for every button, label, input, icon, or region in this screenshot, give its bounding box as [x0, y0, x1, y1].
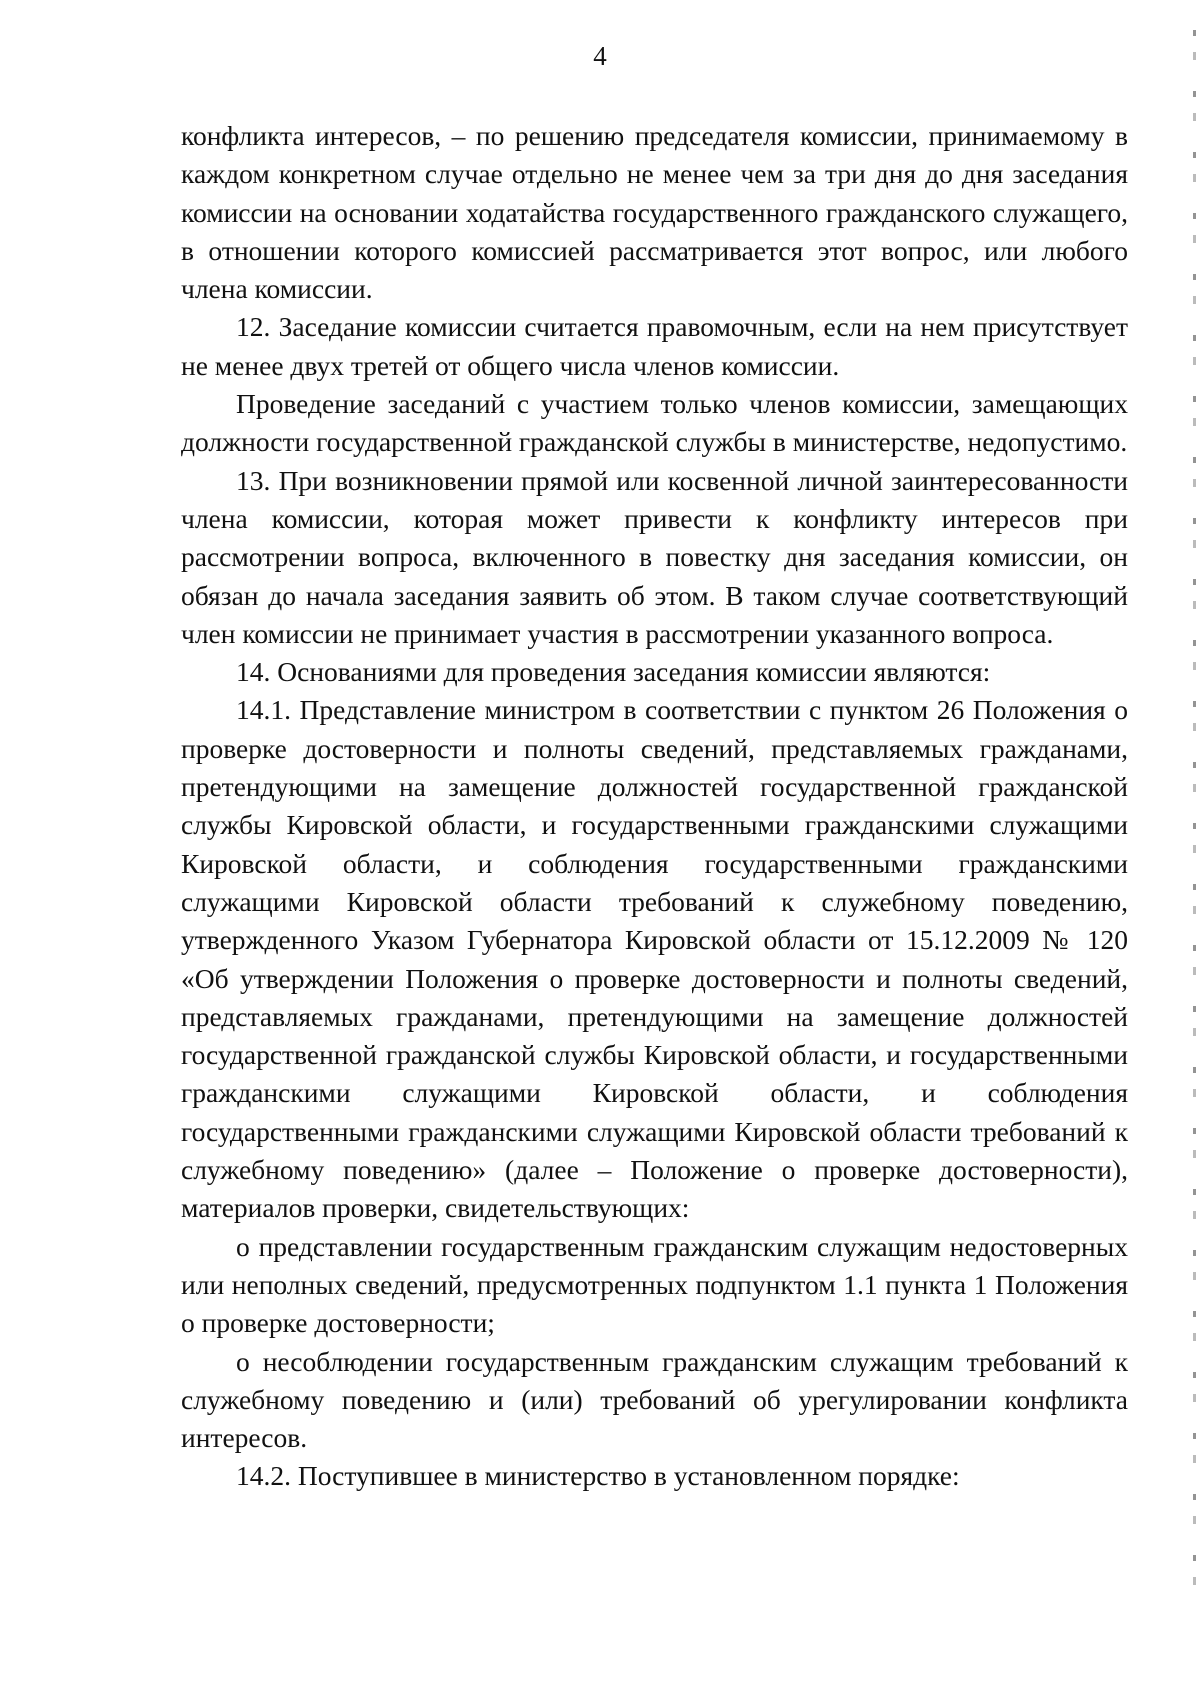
- document-body: [181, 117, 1128, 1496]
- paragraph-12: 12. Заседание комиссии считается правомочным, если на нем присутствует не менее двух третей от общего числа членов комиссии.: [181, 311, 1128, 381]
- paragraph-14-2: 14.2. Поступившее в министерство в установленном порядке:: [236, 1460, 960, 1492]
- paragraph-12-note: Проведение заседаний с участием только членов комиссии, замещающих должности государственной гражданской службы в министерстве, недопустимо.: [181, 388, 1128, 458]
- paragraph-14-1: 14.1. Представление министром в соответствии с пунктом 26 Положения о проверке достоверности и полноты сведений, представляемых гражданами, претендующими на замещение должностей государственной гражданской службы Кировской области, и государственными гражданскими служащими Кировской области, и соблюдения государственными гражданскими служащими Кировской области требований к служебному поведению, утвержденного Указом Губернатора Кировской области от 15.12.2009 № 120 «Об утверждении Положения о проверке достоверности и полноты сведений, представляемых гражданами, претендующими на замещение должностей государственной гражданской службы Кировской области, и государственными гражданскими служащими Кировской области, и соблюдения государственными гражданскими служащими Кировской области требований к служебному поведению» (далее – Положение о проверке достоверности), материалов проверки, свидетельствующих:: [181, 694, 1128, 1224]
- scan-edge-marks: [1193, 30, 1196, 1610]
- paragraph-14-1-item-2: о несоблюдении государственным гражданским служащим требований к служебному поведению и (или) требований об урегулировании конфликта интересов.: [181, 1345, 1128, 1454]
- paragraph-14-1-item-1: о представлении государственным гражданским служащим недостоверных или неполных сведений, предусмотренных подпунктом 1.1 пункта 1 Положения о проверке достоверности;: [181, 1230, 1128, 1339]
- paragraph-13: 13. При возникновении прямой или косвенной личной заинтересованности члена комиссии, которая может привести к конфликту интересов при рассмотрении вопроса, включенного в повестку дня заседания комиссии, он обязан до начала заседания заявить об этом. В таком случае соответствующий член комиссии не принимает участия в рассмотрении указанного вопроса.: [181, 464, 1128, 649]
- page-number: 4: [593, 41, 607, 71]
- paragraph-14: 14. Основаниями для проведения заседания комиссии являются:: [236, 656, 991, 688]
- paragraph-continuation: конфликта интересов, – по решению председателя комиссии, принимаемому в каждом конкретном случае отдельно не менее чем за три дня до дня заседания комиссии на основании ходатайства государственного гражданского служащего, в отношении которого комиссией рассматривается этот вопрос, или любого члена комиссии.: [181, 120, 1128, 305]
